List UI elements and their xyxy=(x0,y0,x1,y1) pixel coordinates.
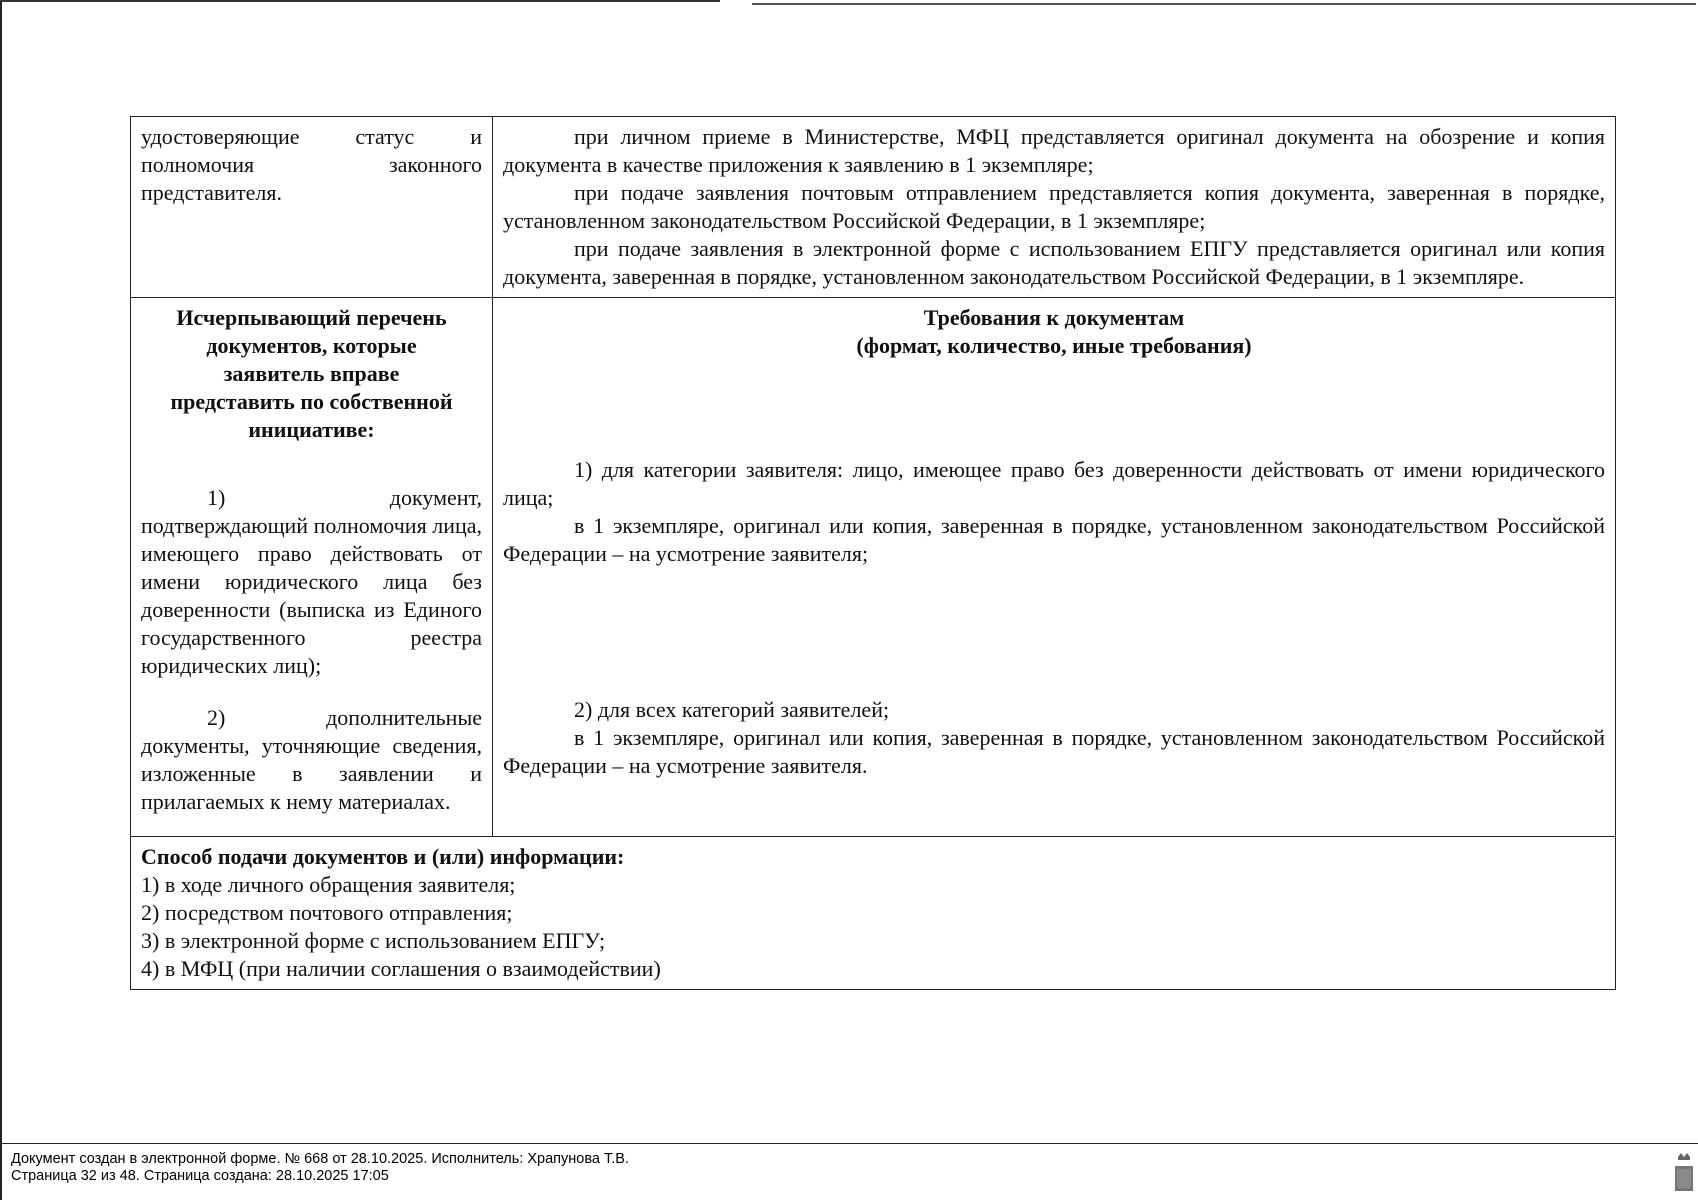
document-item-2: 2) дополнительные документы, уточняющие сведения, изложенные в заявлении и прилагаемых к нему материалах. xyxy=(141,705,482,814)
spacer xyxy=(503,360,1605,456)
footer-document-info: Документ создан в электронной форме. № 668 от 28.10.2025. Исполнитель: Храпунова Т.В. xyxy=(11,1151,629,1167)
representative-status-text: удостоверяющие статус и полномочия законного представителя. xyxy=(141,124,482,205)
table-cell-left xyxy=(131,117,493,298)
requirements-heading-line2: (формат, количество, иные требования) xyxy=(856,333,1252,358)
requirement-item-1-category: 1) для категории заявителя: лицо, имеющее право без доверенности действовать от имени юридического лица; xyxy=(503,457,1605,510)
table-row xyxy=(131,117,1616,298)
table-row xyxy=(131,837,1616,990)
table-cell-right xyxy=(493,298,1616,837)
document-item-1: 1) документ, подтверждающий полномочия лица, имеющего право действовать от имени юридического лица без доверенности (выписка из Единого государственного реестра юридических лиц); xyxy=(141,485,482,678)
table-cell-right xyxy=(493,117,1616,298)
table-row xyxy=(131,298,1616,837)
scan-border-left xyxy=(0,0,2,1200)
footer-text xyxy=(11,1151,629,1185)
spacer xyxy=(141,444,482,484)
table-cell-left xyxy=(131,298,493,837)
scan-border-top-right xyxy=(752,3,1696,5)
submission-methods-cell xyxy=(131,837,1616,990)
optional-documents-heading: Исчерпывающий перечень документов, которые заявитель вправе представить по собственной инициативе: xyxy=(170,305,453,442)
page-footer xyxy=(0,1143,1698,1184)
document-seal-icon xyxy=(1673,1151,1695,1193)
requirement-item-2-category: 2) для всех категорий заявителей; xyxy=(574,697,890,722)
submission-method-item: 1) в ходе личного обращения заявителя; xyxy=(141,872,516,897)
spacer xyxy=(503,568,1605,696)
requirements-table xyxy=(130,116,1616,990)
scan-border-top xyxy=(0,0,720,2)
submission-method-item: 3) в электронной форме с использованием ЕПГУ; xyxy=(141,928,606,953)
footer-page-info: Страница 32 из 48. Страница создана: 28.10.2025 17:05 xyxy=(11,1168,389,1184)
in-person-requirement: при личном приеме в Министерстве, МФЦ представляется оригинал документа на обозрение и копия документа в качестве приложения к заявлению в 1 экземпляре; xyxy=(503,124,1605,177)
postal-requirement: при подаче заявления почтовым отправлением представляется копия документа, заверенная в порядке, установленном законодательством Российской Федерации, в 1 экземпляре; xyxy=(503,180,1605,233)
submission-method-item: 4) в МФЦ (при наличии соглашения о взаимодействии) xyxy=(141,956,661,981)
submission-methods-title: Способ подачи документов и (или) информации: xyxy=(141,844,625,869)
spacer xyxy=(141,680,482,704)
requirement-item-2-format: в 1 экземпляре, оригинал или копия, заверенная в порядке, установленном законодательством Российской Федерации – на усмотрение заявителя. xyxy=(503,725,1605,778)
requirements-heading-line1: Требования к документам xyxy=(923,305,1185,330)
submission-method-item: 2) посредством почтового отправления; xyxy=(141,900,513,925)
electronic-requirement: при подаче заявления в электронной форме с использованием ЕПГУ представляется оригинал или копия документа, заверенная в порядке, установленном законодательством Российской Федерации, в 1 экземпляре. xyxy=(503,236,1605,289)
requirement-item-1-format: в 1 экземпляре, оригинал или копия, заверенная в порядке, установленном законодательством Российской Федерации – на усмотрение заявителя; xyxy=(503,513,1605,566)
